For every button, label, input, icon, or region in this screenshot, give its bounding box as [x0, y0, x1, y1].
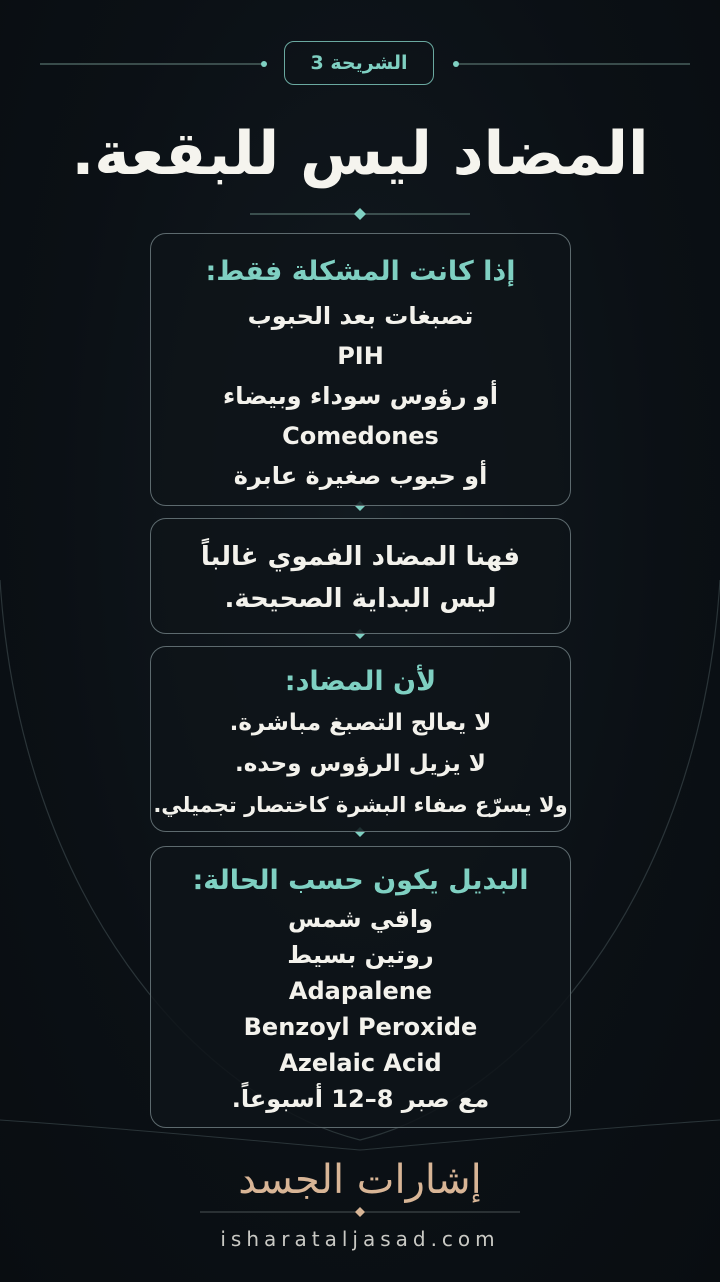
card-line: واقي شمس: [287, 905, 434, 933]
card-line: Adapalene: [288, 977, 433, 1005]
card-line: لا يزيل الرؤوس وحده.: [235, 751, 486, 777]
card-line: ولا يسرّع صفاء البشرة كاختصار تجميلي.: [153, 793, 568, 817]
card-heading: إذا كانت المشكلة فقط:: [205, 256, 516, 287]
card-heading: البديل يكون حسب الحالة:: [192, 865, 529, 896]
card-line: Benzoyl Peroxide: [243, 1013, 478, 1041]
card-line: مع صبر 8–12 أسبوعاً.: [231, 1085, 490, 1113]
card-line: ليس البداية الصحيحة.: [224, 584, 497, 614]
card-line: تصبغات بعد الحبوب: [247, 302, 474, 330]
card-alternatives: [150, 846, 571, 1128]
card-line: فهنا المضاد الفموي غالباً: [200, 542, 521, 572]
card-line: Azelaic Acid: [279, 1049, 442, 1077]
card-line: أو حبوب صغيرة عابرة: [233, 462, 488, 490]
website-link[interactable]: isharataljasad.com: [220, 1227, 500, 1251]
card-line: Comedones: [282, 422, 439, 450]
brand-name: إشارات الجسد: [238, 1157, 482, 1203]
slide-badge: [284, 41, 434, 85]
card-problem: [150, 233, 571, 506]
card-line: روتين بسيط: [287, 941, 434, 969]
card-reasons: [150, 646, 571, 832]
page-title: المضاد ليس للبقعة.: [71, 119, 649, 189]
card-conclusion: [150, 518, 571, 634]
card-line: PIH: [337, 342, 384, 370]
card-line: لا يعالج التصبغ مباشرة.: [229, 710, 492, 736]
card-line: أو رؤوس سوداء وبيضاء: [222, 382, 499, 410]
card-heading: لأن المضاد:: [284, 666, 437, 697]
slide-badge-label: الشريحة 3: [310, 52, 408, 74]
